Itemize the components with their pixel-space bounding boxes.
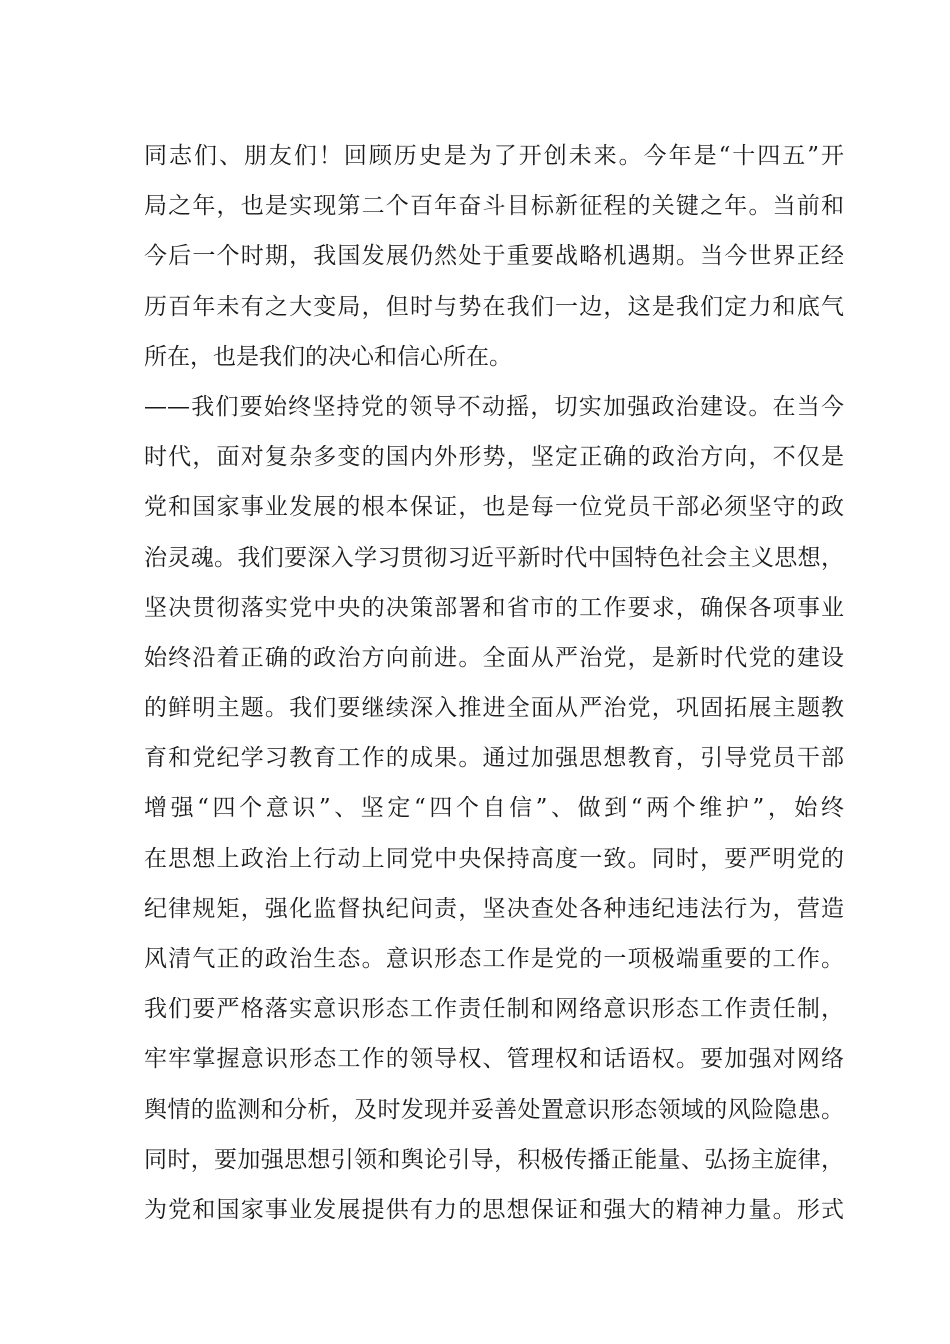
text-line: 的鲜明主题。我们要继续深入推进全面从严治党，巩固拓展主题教 — [144, 695, 844, 722]
text-line: 风清气正的政治生态。意识形态工作是党的一项极端重要的工作。 — [144, 946, 844, 972]
text-line: 在思想上政治上行动上同党中央保持高度一致。同时，要严明党的 — [144, 845, 844, 872]
text-line: 为党和国家事业发展提供有力的思想保证和强大的精神力量。形式 — [144, 1196, 844, 1223]
text-line: 坚决贯彻落实党中央的决策部署和省市的工作要求，确保各项事业 — [144, 594, 844, 621]
text-line: 局之年，也是实现第二个百年奋斗目标新征程的关键之年。当前和 — [144, 193, 844, 220]
text-line: 所在，也是我们的决心和信心所在。 — [144, 343, 512, 370]
text-line: 时代，面对复杂多变的国内外形势，坚定正确的政治方向，不仅是 — [144, 444, 844, 471]
text-line: 同志们、朋友们！回顾历史是为了开创未来。今年是“十四五”开 — [144, 143, 844, 169]
text-line: 增强“四个意识”、坚定“四个自信”、做到“两个维护”，始终 — [144, 795, 844, 822]
text-line: 牢牢掌握意识形态工作的领导权、管理权和话语权。要加强对网络 — [144, 1046, 844, 1073]
text-line: 党和国家事业发展的根本保证，也是每一位党员干部必须坚守的政 — [144, 494, 844, 521]
text-line: 纪律规矩，强化监督执纪问责，坚决查处各种违纪违法行为，营造 — [144, 895, 844, 922]
text-line: ——我们要始终坚持党的领导不动摇，切实加强政治建设。在当今 — [144, 393, 844, 420]
body-text — [144, 131, 844, 1235]
text-line: 舆情的监测和分析，及时发现并妥善处置意识形态领域的风险隐患。 — [144, 1096, 844, 1123]
text-line: 育和党纪学习教育工作的成果。通过加强思想教育，引导党员干部 — [144, 745, 844, 772]
text-line: 同时，要加强思想引领和舆论引导，积极传播正能量、弘扬主旋律， — [144, 1146, 844, 1173]
text-line: 历百年未有之大变局，但时与势在我们一边，这是我们定力和底气 — [144, 293, 844, 320]
text-line: 我们要严格落实意识形态工作责任制和网络意识形态工作责任制， — [144, 996, 844, 1023]
text-line: 治灵魂。我们要深入学习贯彻习近平新时代中国特色社会主义思想， — [144, 544, 844, 571]
text-line: 今后一个时期，我国发展仍然处于重要战略机遇期。当今世界正经 — [144, 243, 844, 270]
text-line: 始终沿着正确的政治方向前进。全面从严治党，是新时代党的建设 — [144, 644, 844, 671]
